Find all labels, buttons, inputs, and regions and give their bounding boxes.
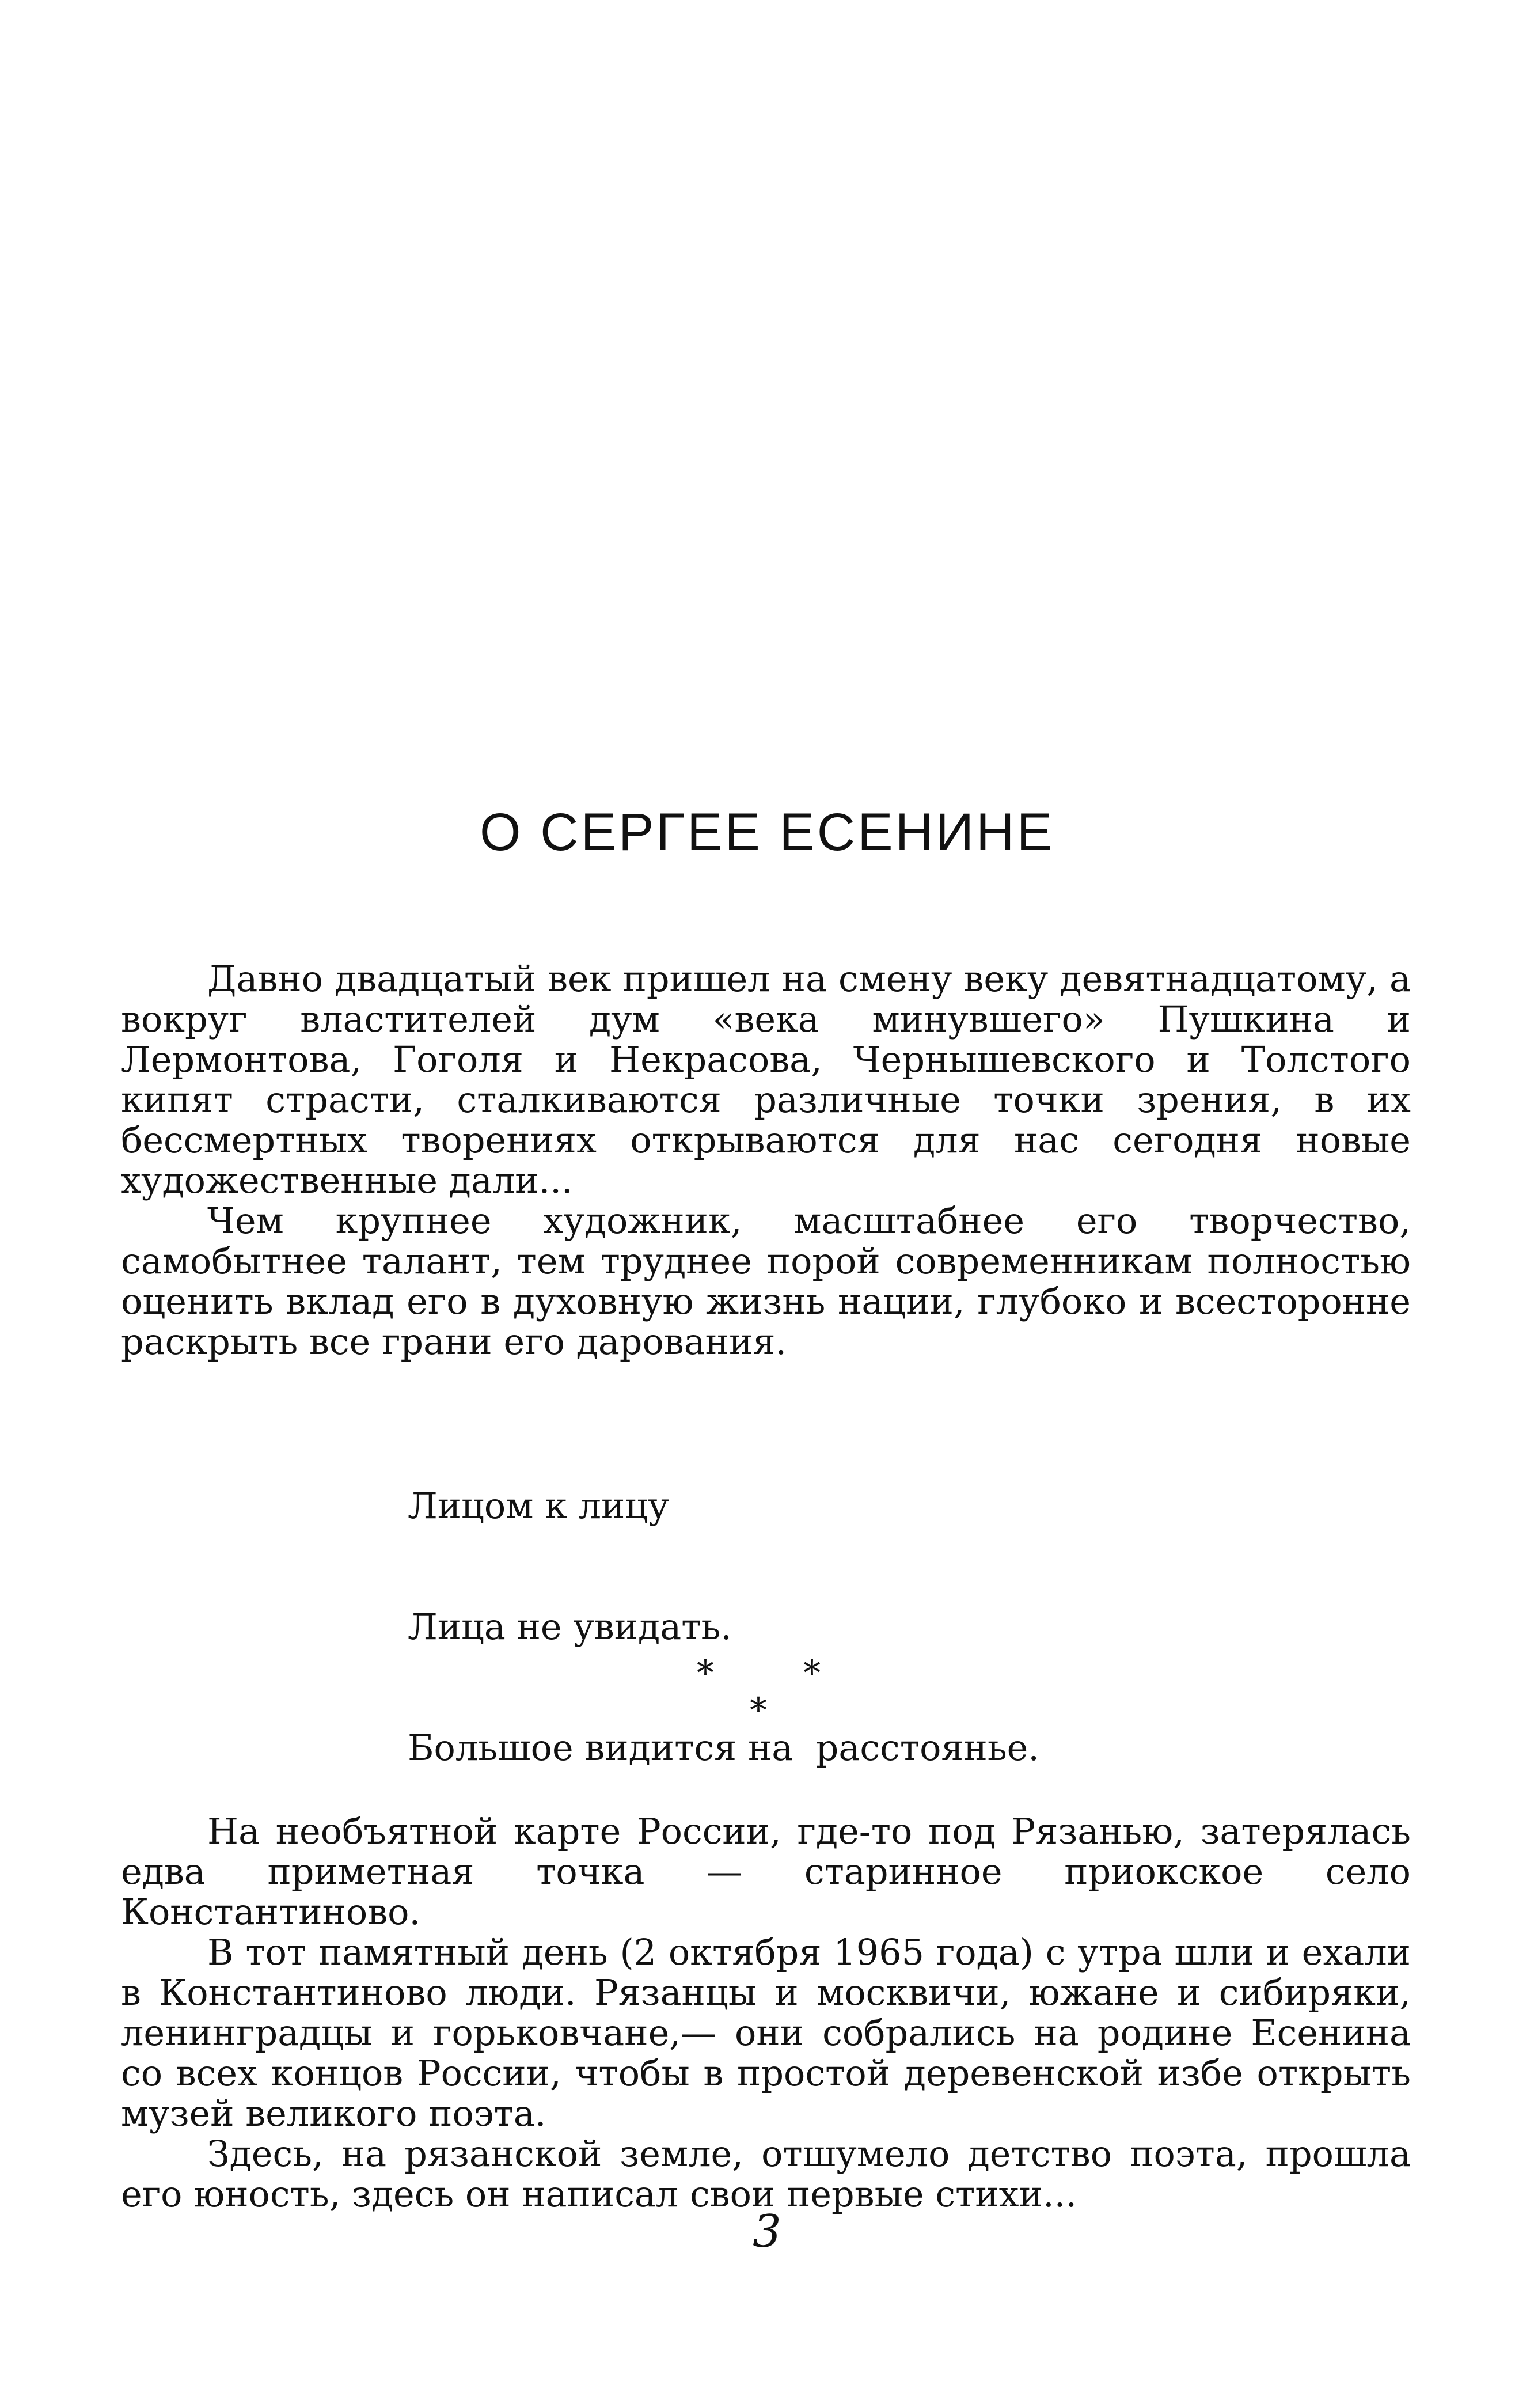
- chapter-title: О СЕРГЕЕ ЕСЕНИНЕ: [480, 803, 1054, 862]
- intro-text: [121, 959, 1411, 1362]
- section-separator: [685, 1653, 858, 1748]
- verse-line: Большое видится на расстоянье.: [408, 1727, 1039, 1769]
- verse-line: Лица не увидать.: [408, 1606, 732, 1648]
- verse-line: Лицом к лицу: [408, 1485, 669, 1527]
- paragraph: Давно двадцатый век пришел на смену веку девятнадцатому, а вокруг властителей дум «века минувшего» Пушкина и Лермонтова, Гоголя и Некрасова, Чернышевского и Толстого кипят страсти, сталкиваются различные точки зрения, в их бессмертных творениях открываются для нас сегодня новые художественные дали...: [121, 958, 1411, 1201]
- asterisk: *: [803, 1653, 821, 1693]
- asterisk: *: [697, 1653, 714, 1693]
- paragraph: На необъятной карте России, где-то под Рязанью, затерялась едва приметная точка — старинное приокское село Константиново.: [121, 1810, 1411, 1933]
- paragraph: В тот памятный день (2 октября 1965 года) с утра шли и ехали в Константиново люди. Рязанцы и москвичи, южане и сибиряки, ленинградцы и горьковчане,— они собрались на родине Есенина со всех концов России, чтобы в простой деревенской избе открыть музей великого поэта.: [121, 1931, 1411, 2134]
- paragraph: Чем крупнее художник, масштабнее его творчество, самобытнее талант, тем труднее порой современникам полностью оценить вклад его в духовную жизнь нации, глубоко и всесторонне раскрыть все грани его дарования.: [121, 1200, 1411, 1363]
- paragraph: Здесь, на рязанской земле, отшумело детство поэта, прошла его юность, здесь он написал свои первые стихи...: [121, 2133, 1411, 2215]
- page-number: 3: [753, 2206, 781, 2258]
- asterisk: *: [750, 1690, 767, 1731]
- main-text: [121, 1811, 1411, 2214]
- verse-quote: [408, 1405, 1039, 1849]
